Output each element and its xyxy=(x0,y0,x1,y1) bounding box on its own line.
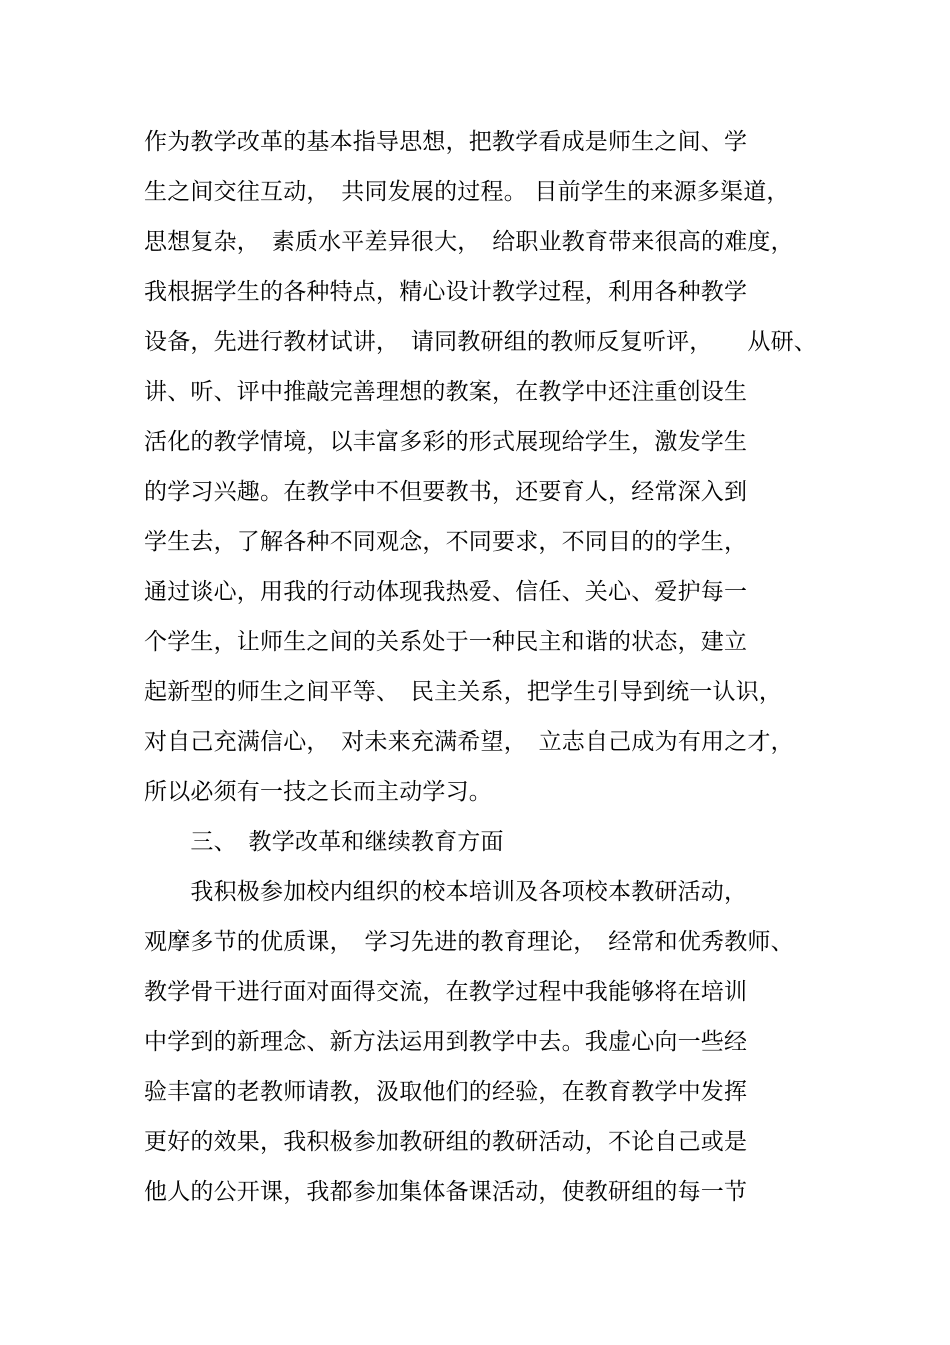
text-line: 观摩多节的优质课， 学习先进的教育理论， 经常和优秀教师、 xyxy=(144,929,794,955)
text-line: 讲、听、评中推敲完善理想的教案，在教学中还注重创设生 xyxy=(144,379,748,405)
text-line: 教学骨干进行面对面得交流，在教学过程中我能够将在培训 xyxy=(144,979,748,1005)
text-line: 我积极参加校内组织的校本培训及各项校本教研活动， xyxy=(144,879,748,905)
text-line: 作为教学改革的基本指导思想，把教学看成是师生之间、学 xyxy=(144,129,748,155)
text-line: 学生去，了解各种不同观念，不同要求，不同目的的学生， xyxy=(144,529,748,555)
section-heading: 三、 教学改革和继续教育方面 xyxy=(144,829,504,855)
text-line: 思想复杂， 素质水平差异很大， 给职业教育带来很高的难度， xyxy=(144,229,794,255)
text-line: 活化的教学情境，以丰富多彩的形式展现给学生，激发学生 xyxy=(144,429,748,455)
text-line: 生之间交往互动， 共同发展的过程。 目前学生的来源多渠道， xyxy=(144,179,790,205)
text-line: 中学到的新理念、新方法运用到教学中去。我虚心向一些经 xyxy=(144,1029,748,1055)
text-line: 个学生，让师生之间的关系处于一种民主和谐的状态，建立 xyxy=(144,629,748,655)
text-line: 验丰富的老教师请教，汲取他们的经验，在教育教学中发挥 xyxy=(144,1079,748,1105)
text-line: 的学习兴趣。在教学中不但要教书，还要育人，经常深入到 xyxy=(144,479,748,505)
text-line: 对自己充满信心， 对未来充满希望， 立志自己成为有用之才， xyxy=(144,729,794,755)
text-line: 更好的效果，我积极参加教研组的教研活动，不论自己或是 xyxy=(144,1129,748,1155)
text-line: 他人的公开课，我都参加集体备课活动，使教研组的每一节 xyxy=(144,1179,748,1205)
text-line: 通过谈心，用我的行动体现我热爱、信任、关心、爱护每一 xyxy=(144,579,748,605)
text-line: 设备，先进行教材试讲， 请同教研组的教师反复听评， 从研、 xyxy=(144,329,817,355)
text-line: 我根据学生的各种特点，精心设计教学过程，利用各种教学 xyxy=(144,279,748,305)
text-line: 所以必须有一技之长而主动学习。 xyxy=(144,779,492,805)
text-line: 起新型的师生之间平等、 民主关系，把学生引导到统一认识， xyxy=(144,679,783,705)
